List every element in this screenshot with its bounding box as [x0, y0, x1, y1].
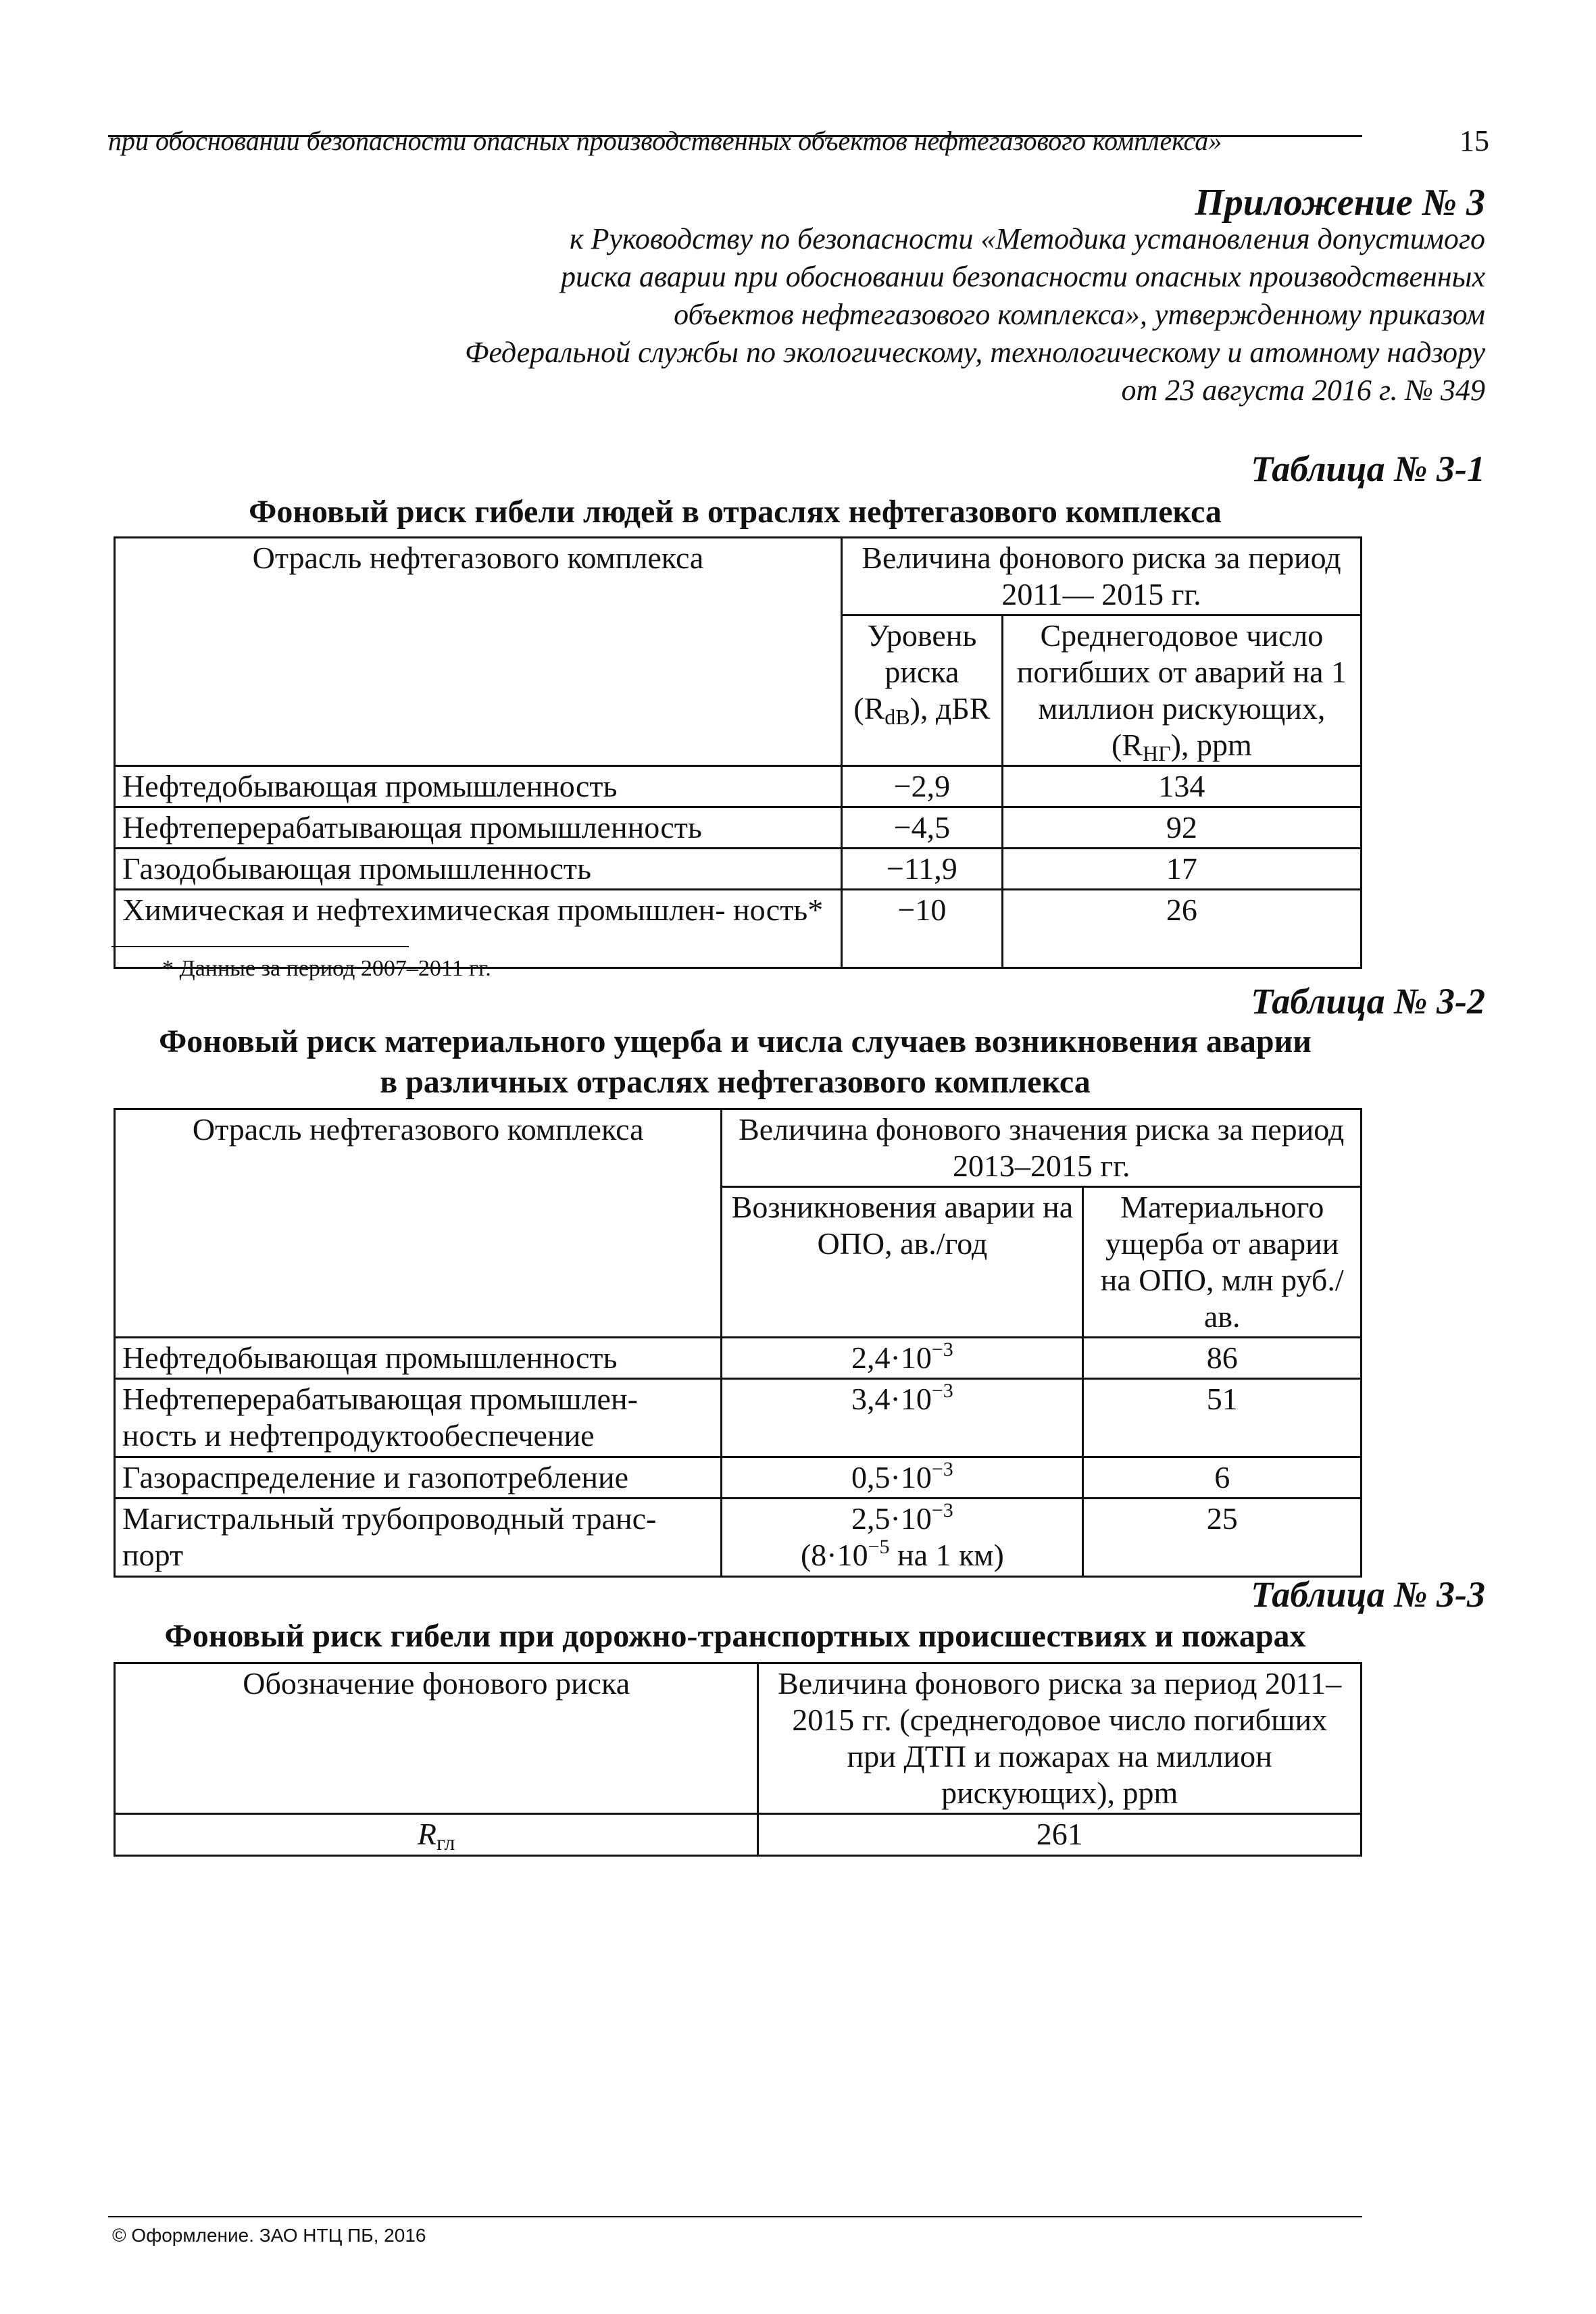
table3	[114, 1662, 1362, 1857]
industry-cell: Химическая и нефтехимическая промышлен- ность*	[115, 890, 842, 968]
header-rule	[108, 135, 1362, 137]
table-row	[115, 1379, 1362, 1457]
table-row	[115, 849, 1362, 890]
value-cell: 261	[758, 1814, 1362, 1856]
table1-header-level: Уровень риска $(R_{dB})$, дБR	[841, 615, 1002, 766]
table2-header-damage: Материального ущерба от аварии на ОПО, млн руб./ав.	[1083, 1187, 1362, 1338]
accident-rate-cell: $3,4\cdot 10^{-3}$	[722, 1379, 1083, 1457]
table-row	[115, 1338, 1362, 1379]
average-deaths-cell: 134	[1002, 766, 1361, 807]
table3-header-designation: Обозначение фонового риска	[115, 1663, 758, 1814]
industry-cell: Нефтедобывающая промышленность	[115, 1338, 722, 1379]
footnote-rule	[111, 946, 409, 947]
table3-number: Таблица № 3-3	[1251, 1574, 1485, 1615]
table-row	[115, 1499, 1362, 1577]
average-deaths-cell: 92	[1002, 807, 1361, 849]
footer-rule	[108, 2216, 1362, 2217]
risk-level-cell: −10	[841, 890, 1002, 968]
designation-cell: $R_{гл}$	[115, 1814, 758, 1856]
table1-header-industry: Отрасль нефтегазового комплекса	[115, 538, 842, 766]
damage-cell: 25	[1083, 1499, 1362, 1577]
accident-rate-cell: $0,5\cdot 10^{-3}$	[722, 1457, 1083, 1499]
table2-title-line1: Фоновый риск материального ущерба и числа случаев возникновения аварии	[159, 1024, 1312, 1059]
table2-title-line2: в различных отраслях нефтегазового комплекса	[380, 1064, 1091, 1100]
risk-level-cell: −2,9	[841, 766, 1002, 807]
table-row	[115, 1814, 1362, 1856]
damage-cell: 51	[1083, 1379, 1362, 1457]
table3-title: Фоновый риск гибели при дорожно-транспортных происшествиях и пожарах	[164, 1618, 1306, 1654]
industry-cell: Газодобывающая промышленность	[115, 849, 842, 890]
appendix-line: от 23 августа 2016 г. № 349	[1121, 374, 1485, 407]
industry-cell: Нефтеперерабатывающая промышленность	[115, 807, 842, 849]
damage-cell: 6	[1083, 1457, 1362, 1499]
table1	[114, 536, 1362, 969]
table2	[114, 1108, 1362, 1578]
appendix-title: Приложение № 3	[1195, 182, 1485, 224]
appendix-description	[336, 220, 1485, 409]
table2-header-accident: Возникновения аварии на ОПО, ав./год	[722, 1187, 1083, 1338]
table3-header-value: Величина фонового риска за период 2011–2015 гг. (среднегодовое число погибших при ДТП и пожарах на миллион рискующих), ppm	[758, 1663, 1362, 1814]
table-row	[115, 807, 1362, 849]
table1-title: Фоновый риск гибели людей в отраслях нефтегазового комплекса	[249, 494, 1222, 530]
industry-cell: Нефтедобывающая промышленность	[115, 766, 842, 807]
page-number: 15	[1460, 124, 1489, 157]
appendix-line: риска аварии при обосновании безопасности опасных производственных	[560, 260, 1485, 293]
table-row	[115, 766, 1362, 807]
accident-rate-cell: $2,4\cdot 10^{-3}$	[722, 1338, 1083, 1379]
table1-number: Таблица № 3-1	[1251, 449, 1485, 489]
risk-level-cell: −11,9	[841, 849, 1002, 890]
accident-rate-cell: $2,5\cdot 10^{-3}$ ($8\cdot 10^{-5}$ на 1 км)	[722, 1499, 1083, 1577]
industry-cell: Магистральный трубопроводный транс- порт	[115, 1499, 722, 1577]
appendix-line: к Руководству по безопасности «Методика установления допустимого	[570, 222, 1485, 255]
industry-cell: Газораспределение и газопотребление	[115, 1457, 722, 1499]
average-deaths-cell: 26	[1002, 890, 1361, 968]
appendix-line: Федеральной службы по экологическому, технологическому и атомному надзору	[465, 336, 1485, 369]
table1-header-average: Среднегодовое число погибших от аварий на 1 миллион рискующих, $(R_{НГ})$, ppm	[1002, 615, 1361, 766]
table2-number: Таблица № 3-2	[1251, 981, 1485, 1022]
risk-level-cell: −4,5	[841, 807, 1002, 849]
table-row	[115, 1457, 1362, 1499]
running-title: при обосновании безопасности опасных производственных объектов нефтегазового комплекса»	[108, 126, 1222, 156]
table1-footnote: * Данные за период 2007–2011 гг.	[162, 956, 491, 981]
industry-cell: Нефтеперерабатывающая промышлен- ность и нефтепродуктообеспечение	[115, 1379, 722, 1457]
appendix-line: объектов нефтегазового комплекса», утвержденному приказом	[674, 298, 1485, 331]
average-deaths-cell: 17	[1002, 849, 1361, 890]
table2-header-group: Величина фонового значения риска за период 2013–2015 гг.	[722, 1109, 1362, 1187]
table1-header-group: Величина фонового риска за период 2011— 2015 гг.	[841, 538, 1361, 615]
table2-header-industry: Отрасль нефтегазового комплекса	[115, 1109, 722, 1338]
damage-cell: 86	[1083, 1338, 1362, 1379]
footer-copyright: © Оформление. ЗАО НТЦ ПБ, 2016	[112, 2225, 426, 2246]
